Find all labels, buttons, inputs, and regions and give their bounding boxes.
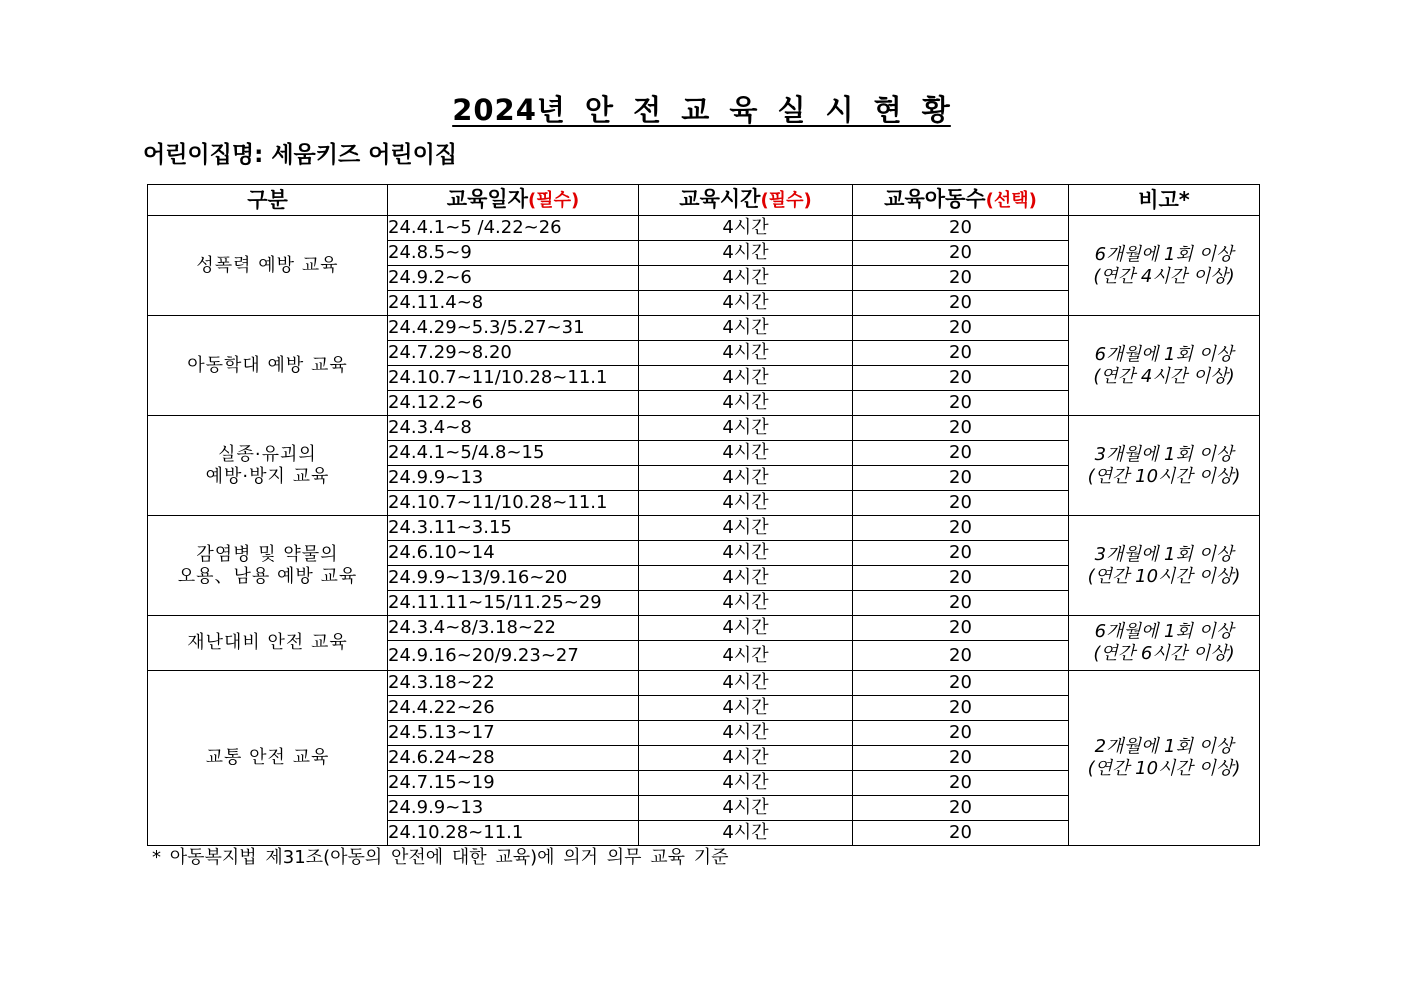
date-cell: 24.3.11~3.15 <box>388 516 639 541</box>
hours-cell: 4시간 <box>639 696 853 721</box>
footnote: * 아동복지법 제31조(아동의 안전에 대한 교육)에 의거 의무 교육 기준 <box>152 847 729 868</box>
hours-cell: 4시간 <box>639 316 853 341</box>
kids-cell: 20 <box>853 366 1069 391</box>
daycare-name: 세움키즈 어린이집 <box>271 142 458 168</box>
kids-cell: 20 <box>853 616 1069 641</box>
date-cell: 24.12.2~6 <box>388 391 639 416</box>
header-note: 비고* <box>1069 185 1260 216</box>
date-cell: 24.4.1~5 /4.22~26 <box>388 216 639 241</box>
table-header-row <box>148 185 1260 216</box>
category-cell <box>148 416 388 516</box>
hours-cell: 4시간 <box>639 616 853 641</box>
note-text: 6개월에 1회 이상 <box>1094 243 1234 265</box>
kids-cell: 20 <box>853 241 1069 266</box>
kids-cell: 20 <box>853 641 1069 671</box>
date-cell: 24.3.4~8/3.18~22 <box>388 616 639 641</box>
note-cell <box>1069 416 1260 516</box>
kids-cell: 20 <box>853 671 1069 696</box>
kids-cell: 20 <box>853 441 1069 466</box>
kids-cell: 20 <box>853 216 1069 241</box>
date-cell: 24.9.9~13/9.16~20 <box>388 566 639 591</box>
note-cell <box>1069 216 1260 316</box>
note-text: (연간 6시간 이상) <box>1093 643 1235 664</box>
note-text: 6개월에 1회 이상 <box>1094 343 1234 365</box>
category-label: 예방·방지 교육 <box>205 465 330 487</box>
category-cell <box>148 216 388 316</box>
table-row <box>148 216 1260 241</box>
note-text: (연간 10시간 이상) <box>1087 758 1241 779</box>
note-text: (연간 4시간 이상) <box>1093 365 1235 387</box>
hours-cell: 4시간 <box>639 366 853 391</box>
note-text: 6개월에 1회 이상 <box>1094 621 1234 642</box>
note-text: 2개월에 1회 이상 <box>1094 736 1234 757</box>
kids-cell: 20 <box>853 721 1069 746</box>
kids-cell: 20 <box>853 566 1069 591</box>
kids-cell: 20 <box>853 796 1069 821</box>
table-row <box>148 316 1260 341</box>
kids-cell: 20 <box>853 341 1069 366</box>
hours-cell: 4시간 <box>639 291 853 316</box>
category-cell <box>148 316 388 416</box>
date-cell: 24.7.15~19 <box>388 771 639 796</box>
category-label: 오용、남용 예방 교육 <box>177 565 358 587</box>
category-label: 교통 안전 교육 <box>205 747 330 768</box>
date-cell: 24.8.5~9 <box>388 241 639 266</box>
daycare-name-line <box>143 136 457 169</box>
hours-cell: 4시간 <box>639 341 853 366</box>
table-row <box>148 516 1260 541</box>
header-date: 교육일자(필수) <box>388 185 639 216</box>
note-cell <box>1069 316 1260 416</box>
category-cell <box>148 516 388 616</box>
kids-cell: 20 <box>853 591 1069 616</box>
daycare-name-label: 어린이집명: <box>143 142 264 168</box>
hours-cell: 4시간 <box>639 641 853 671</box>
category-cell <box>148 616 388 671</box>
date-cell: 24.10.28~11.1 <box>388 821 639 846</box>
kids-cell: 20 <box>853 466 1069 491</box>
page-title: 2024년 안 전 교 육 실 시 현 황 <box>452 93 951 127</box>
date-cell: 24.7.29~8.20 <box>388 341 639 366</box>
required-mark: (필수) <box>527 190 580 211</box>
note-cell <box>1069 671 1260 846</box>
hours-cell: 4시간 <box>639 216 853 241</box>
hours-cell: 4시간 <box>639 771 853 796</box>
kids-cell: 20 <box>853 541 1069 566</box>
date-cell: 24.9.2~6 <box>388 266 639 291</box>
hours-cell: 4시간 <box>639 796 853 821</box>
date-cell: 24.9.9~13 <box>388 796 639 821</box>
note-text: (연간 4시간 이상) <box>1093 265 1235 287</box>
header-hours: 교육시간(필수) <box>639 185 853 216</box>
note-cell <box>1069 616 1260 671</box>
table-row <box>148 416 1260 441</box>
hours-cell: 4시간 <box>639 821 853 846</box>
kids-cell: 20 <box>853 516 1069 541</box>
hours-cell: 4시간 <box>639 516 853 541</box>
table-row <box>148 616 1260 641</box>
optional-mark: (선택) <box>985 190 1037 211</box>
required-mark: (필수) <box>760 190 812 211</box>
hours-cell: 4시간 <box>639 441 853 466</box>
date-cell: 24.6.10~14 <box>388 541 639 566</box>
kids-cell: 20 <box>853 771 1069 796</box>
date-cell: 24.10.7~11/10.28~11.1 <box>388 491 639 516</box>
category-cell <box>148 671 388 846</box>
category-label: 아동학대 예방 교육 <box>187 354 348 376</box>
category-label: 재난대비 안전 교육 <box>187 632 348 653</box>
table-body <box>148 216 1260 846</box>
date-cell: 24.11.4~8 <box>388 291 639 316</box>
hours-cell: 4시간 <box>639 416 853 441</box>
kids-cell: 20 <box>853 416 1069 441</box>
hours-cell: 4시간 <box>639 671 853 696</box>
header-category: 구분 <box>148 185 388 216</box>
hours-cell: 4시간 <box>639 391 853 416</box>
note-text: 3개월에 1회 이상 <box>1094 543 1234 565</box>
kids-cell: 20 <box>853 291 1069 316</box>
hours-cell: 4시간 <box>639 466 853 491</box>
category-label: 감염병 및 약물의 <box>196 543 339 565</box>
category-label: 실종·유괴의 <box>218 443 317 465</box>
kids-cell: 20 <box>853 316 1069 341</box>
date-cell: 24.9.16~20/9.23~27 <box>388 641 639 671</box>
hours-cell: 4시간 <box>639 746 853 771</box>
note-text: (연간 10시간 이상) <box>1087 565 1241 587</box>
kids-cell: 20 <box>853 266 1069 291</box>
header-kids: 교육아동수(선택) <box>853 185 1069 216</box>
note-cell <box>1069 516 1260 616</box>
date-cell: 24.3.4~8 <box>388 416 639 441</box>
hours-cell: 4시간 <box>639 566 853 591</box>
kids-cell: 20 <box>853 391 1069 416</box>
table-row <box>148 671 1260 696</box>
kids-cell: 20 <box>853 696 1069 721</box>
kids-cell: 20 <box>853 746 1069 771</box>
kids-cell: 20 <box>853 491 1069 516</box>
hours-cell: 4시간 <box>639 266 853 291</box>
note-text: (연간 10시간 이상) <box>1087 465 1241 487</box>
kids-cell: 20 <box>853 821 1069 846</box>
hours-cell: 4시간 <box>639 721 853 746</box>
date-cell: 24.6.24~28 <box>388 746 639 771</box>
hours-cell: 4시간 <box>639 591 853 616</box>
date-cell: 24.4.22~26 <box>388 696 639 721</box>
date-cell: 24.11.11~15/11.25~29 <box>388 591 639 616</box>
hours-cell: 4시간 <box>639 491 853 516</box>
safety-education-table <box>147 184 1260 846</box>
hours-cell: 4시간 <box>639 541 853 566</box>
date-cell: 24.5.13~17 <box>388 721 639 746</box>
category-label: 성폭력 예방 교육 <box>196 254 339 276</box>
hours-cell: 4시간 <box>639 241 853 266</box>
date-cell: 24.4.1~5/4.8~15 <box>388 441 639 466</box>
note-text: 3개월에 1회 이상 <box>1094 443 1234 465</box>
date-cell: 24.10.7~11/10.28~11.1 <box>388 366 639 391</box>
date-cell: 24.9.9~13 <box>388 466 639 491</box>
date-cell: 24.3.18~22 <box>388 671 639 696</box>
date-cell: 24.4.29~5.3/5.27~31 <box>388 316 639 341</box>
